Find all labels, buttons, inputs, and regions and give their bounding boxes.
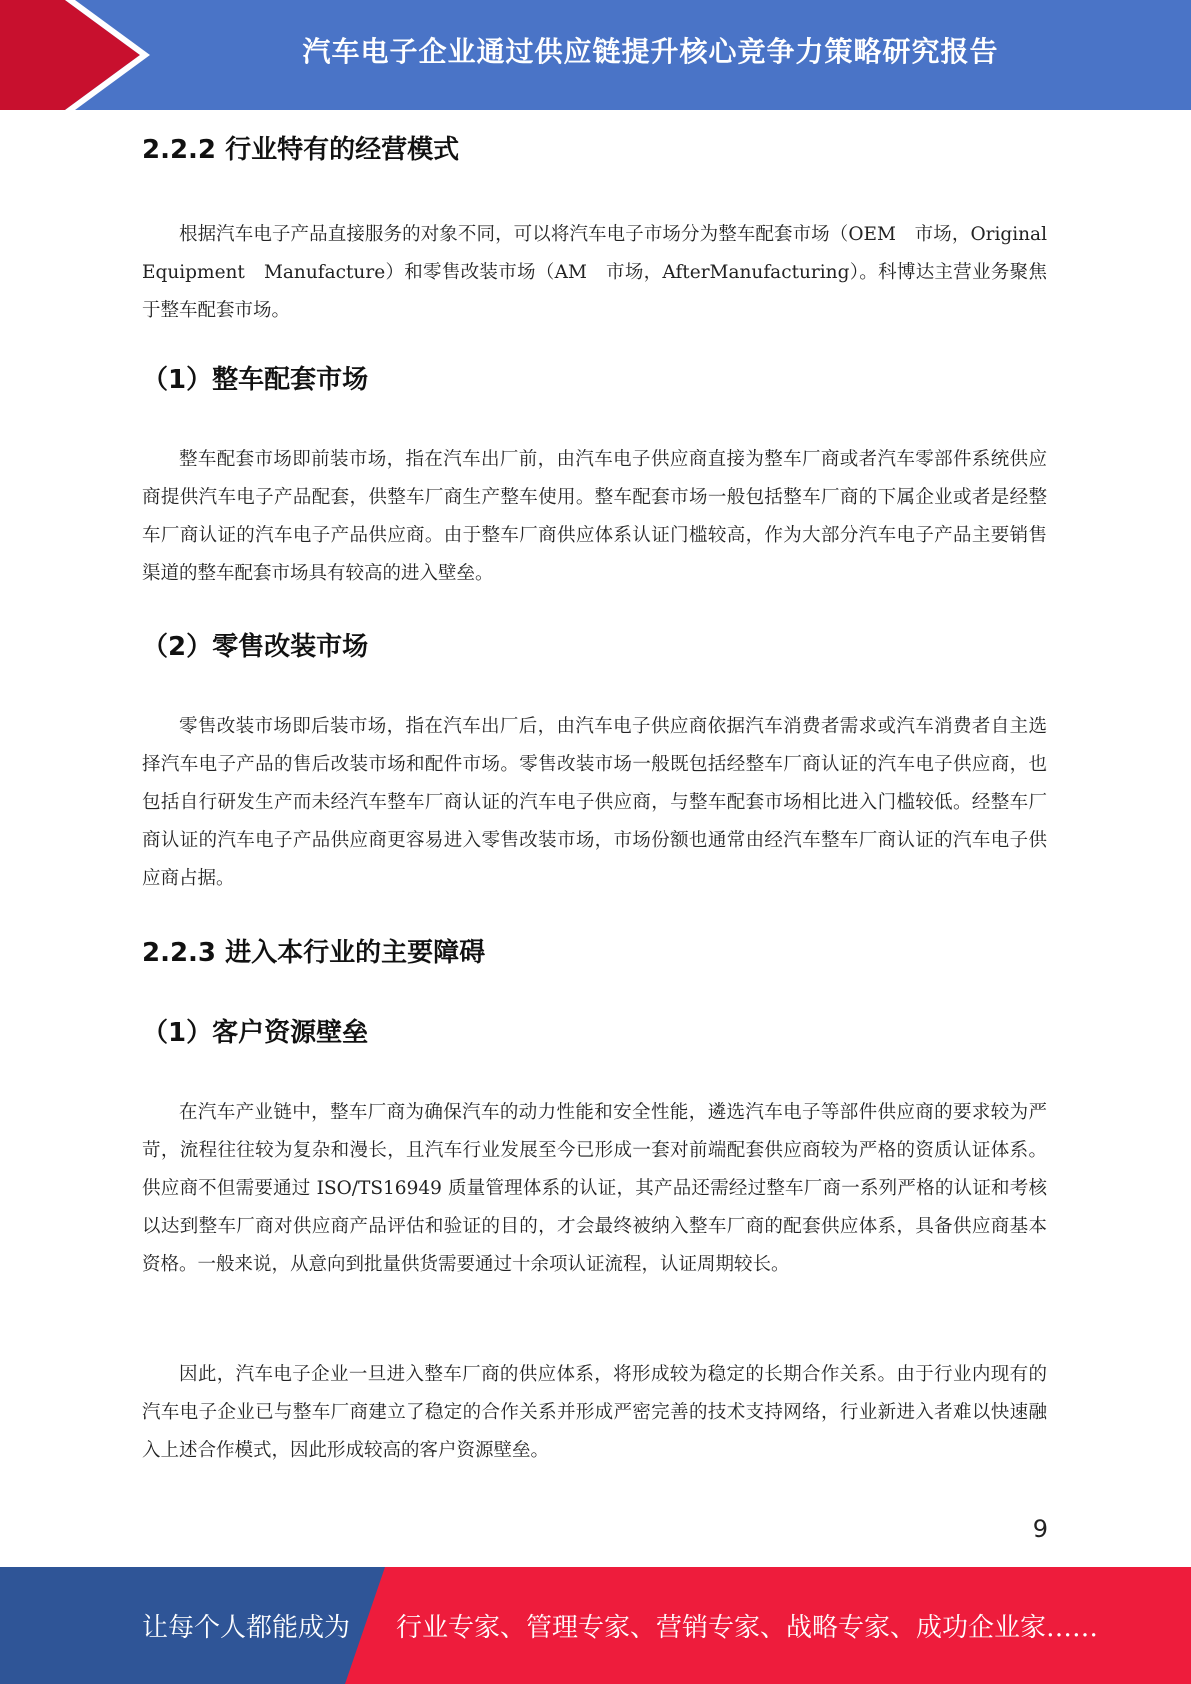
- paragraph: 零售改装市场即后装市场，指在汽车出厂后，由汽车电子供应商依据汽车消费者需求或汽车消费者自主选择汽车电子产品的售后改装市场和配件市场。零售改装市场一般既包括经整车厂商认证的汽车电子供应商，也包括自行研发生产而未经汽车整车厂商认证的汽车电子供应商，与整车配套市场相比进入门槛较低。经整车厂商认证的汽车电子产品供应商更容易进入零售改装市场，市场份额也通常由经汽车整车厂商认证的汽车电子供应商占据。: [142, 716, 1047, 889]
- paragraph: 在汽车产业链中，整车厂商为确保汽车的动力性能和安全性能，遴选汽车电子等部件供应商的要求较为严苛，流程往往较为复杂和漫长，且汽车行业发展至今已形成一套对前端配套供应商较为严格的资质认证体系。供应商不但需要通过 ISO/TS16949 质量管理体系的认证，其产品还需经过整车厂商一系列严格的认证和考核以达到整车厂商对供应商产品评估和验证的目的，才会最终被纳入整车厂商的配套供应体系，具备供应商基本资格。一般来说，从意向到批量供货需要通过十余项认证流程，认证周期较长。: [142, 1102, 1047, 1275]
- paragraph: 根据汽车电子产品直接服务的对象不同，可以将汽车电子市场分为整车配套市场（OEM 市场，Original Equipment Manufacture）和零售改装市场（AM 市场，AfterManufacturing）。科博达主营业务聚焦于整车配套市场。: [142, 224, 1066, 321]
- header-banner: [0, 0, 1191, 110]
- document-title: 汽车电子企业通过供应链提升核心竞争力策略研究报告: [302, 35, 999, 68]
- subheading-customer-barrier: （1）客户资源壁垒: [142, 1018, 369, 1048]
- footer-slogan-right: 行业专家、管理专家、营销专家、战略专家、成功企业家……: [396, 1613, 1099, 1643]
- footer-slogan-left: 让每个人都能成为: [142, 1613, 351, 1643]
- paragraph: 整车配套市场即前装市场，指在汽车出厂前，由汽车电子供应商直接为整车厂商或者汽车零部件系统供应商提供汽车电子产品配套，供整车厂商生产整车使用。整车配套市场一般包括整车厂商的下属企业或者是经整车厂商认证的汽车电子产品供应商。由于整车厂商供应体系认证门槛较高，作为大部分汽车电子产品主要销售渠道的整车配套市场具有较高的进入壁垒。: [142, 449, 1047, 584]
- footer-banner: [0, 1567, 1191, 1684]
- subheading-oem-market: （1）整车配套市场: [142, 365, 369, 395]
- header-chevron-icon: [0, 0, 160, 110]
- section-heading-2-2-3: 2.2.3 进入本行业的主要障碍: [142, 938, 486, 968]
- subheading-aftermarket: （2）零售改装市场: [142, 632, 369, 662]
- page-number: 9: [1032, 1515, 1048, 1543]
- paragraph: 因此，汽车电子企业一旦进入整车厂商的供应体系，将形成较为稳定的长期合作关系。由于行业内现有的汽车电子企业已与整车厂商建立了稳定的合作关系并形成严密完善的技术支持网络，行业新进入者难以快速融入上述合作模式，因此形成较高的客户资源壁垒。: [142, 1364, 1047, 1461]
- section-heading-2-2-2: 2.2.2 行业特有的经营模式: [142, 135, 460, 165]
